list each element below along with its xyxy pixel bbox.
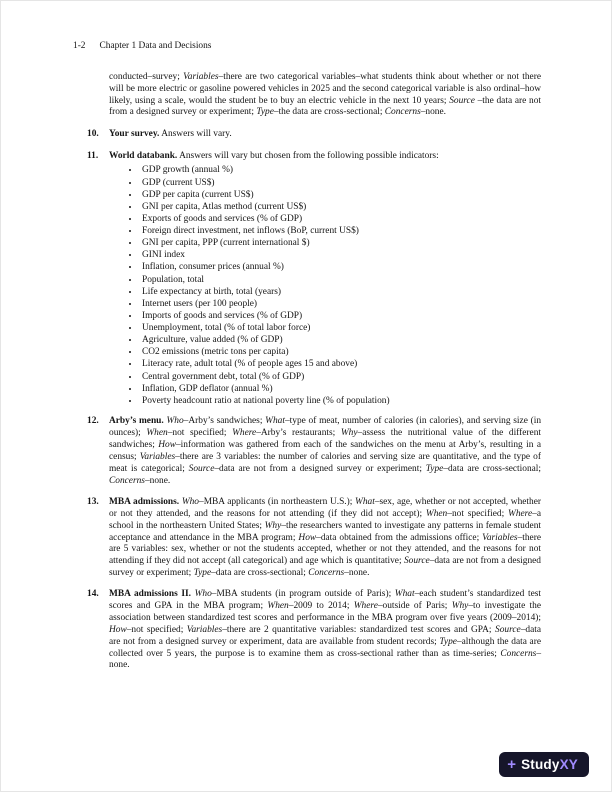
- text-run: conducted–survey;: [109, 71, 184, 82]
- term-italic: Variables: [183, 71, 219, 82]
- page-content: [73, 41, 541, 682]
- item-title: MBA admissions.: [109, 496, 180, 507]
- text-run: –the data are cross-sectional;: [273, 107, 385, 118]
- text-run: –not specified;: [167, 428, 233, 439]
- term-italic: Concerns: [308, 568, 345, 579]
- text-run: –to investigate the association between standardized test scores and performance in the MBA program over five years (2009–2014);: [109, 601, 542, 624]
- text-run: –none.: [344, 568, 370, 579]
- item-body: [109, 151, 541, 407]
- term-italic: Who: [181, 496, 199, 507]
- text-run: –the data are not from a designed survey or experiment;: [109, 95, 541, 118]
- text-run: Answers will vary.: [161, 129, 232, 140]
- term-italic: Why: [340, 428, 358, 439]
- term-italic: What: [394, 589, 415, 600]
- studyxy-watermark-badge: [499, 752, 589, 777]
- term-italic: Who: [194, 589, 212, 600]
- list-item-12: [73, 416, 541, 487]
- text-run: –data obtained from the admissions office;: [316, 532, 483, 543]
- bullet-item: • GINI index: [140, 249, 541, 261]
- bullet-item: • Imports of goods and services (% of GDP): [140, 310, 541, 322]
- bullet-item: • Poverty headcount ratio at national poverty line (% of population): [140, 395, 541, 407]
- text-run: –not specified;: [126, 624, 187, 635]
- term-italic: Variables: [186, 624, 223, 635]
- term-italic: Source: [495, 624, 521, 635]
- bullet-item: • Foreign direct investment, net inflows (BoP, current US$): [140, 225, 541, 237]
- brand-text-study: Study: [521, 756, 560, 772]
- text-run: –none.: [420, 107, 446, 118]
- term-italic: Concerns: [384, 107, 421, 118]
- text-run: –none.: [144, 475, 171, 486]
- brand-text: [521, 758, 578, 772]
- list-item-13: [73, 497, 541, 580]
- bullet-item: • Inflation, consumer prices (annual %): [140, 261, 541, 273]
- text-run: –a school in the northeastern United States;: [109, 508, 541, 531]
- text-run: –outside of Paris;: [377, 601, 452, 612]
- text-run: –data are cross-sectional;: [211, 568, 309, 579]
- term-italic: Type: [439, 636, 457, 647]
- term-italic: Variables: [482, 532, 518, 543]
- running-header: [73, 41, 541, 53]
- text-run: –each student’s standardized test scores and GPA in the MBA program;: [109, 589, 541, 612]
- term-italic: Where: [353, 601, 378, 612]
- term-italic: What: [355, 496, 375, 507]
- term-italic: When: [425, 508, 448, 519]
- bullet-item: • Exports of goods and services (% of GDP): [140, 213, 541, 225]
- numbered-list: [73, 129, 541, 672]
- term-italic: Type: [425, 463, 444, 474]
- bullet-item: • Inflation, GDP deflator (annual %): [140, 383, 541, 395]
- term-italic: How: [298, 532, 317, 543]
- text-run: –data are not from a designed survey or experiment, data are available from student records;: [109, 624, 541, 647]
- item-number: 11.: [87, 150, 99, 161]
- page-number: 1-2: [73, 41, 86, 51]
- text-run: –there are two categorical variables–what students think about whether or not there will be more electric or gasoline powered vehicles in 2025 and the second categorical variable is also ordinal–how likely, using a scale, would the student be to buy an electric vehicle in the next 10 years;: [109, 71, 541, 106]
- term-italic: Type: [256, 107, 274, 118]
- term-italic: Source: [449, 95, 475, 106]
- text-run: –although the data are collected over 5 years, the purpose is to examine them as cross-sectional rather than as time-series;: [109, 636, 541, 659]
- text-run: –there are 3 variables: the number of calories and serving size are quantitative, and the type of meat is categorical;: [109, 451, 541, 474]
- item-title: Your survey.: [109, 129, 160, 140]
- text-run: –sex, age, whether or not accepted, whether or not they attended, and the reasons for not attending (if they did not accept);: [109, 496, 541, 519]
- term-italic: When: [146, 428, 168, 439]
- intro-paragraph: [109, 72, 541, 119]
- text-run: –assess the nutritional value of the different sandwiches;: [109, 428, 541, 451]
- bullet-item: • Unemployment, total (% of total labor force): [140, 322, 541, 334]
- plus-icon: +: [507, 756, 517, 773]
- text-run: –there are 5 variables: sex, whether or not the students accepted, whether or not they attended, and the reasons for not attending if they did not accept (all categorical) and age which is quantitative;: [109, 532, 542, 567]
- text-run: –data are not from a designed survey or experiment;: [109, 556, 541, 579]
- bullet-item: • CO2 emissions (metric tons per capita): [140, 346, 541, 358]
- item-body: [109, 129, 541, 141]
- bullet-item: • Population, total: [140, 274, 541, 286]
- item-number: 12.: [87, 416, 99, 427]
- text-run: –there are 2 quantitative variables: standardized test scores and GPA;: [222, 624, 495, 635]
- term-italic: How: [158, 440, 176, 451]
- list-item-14: [73, 589, 541, 672]
- text-run: –the researchers wanted to investigate any patterns in female student acceptance and attendance in the MBA program;: [109, 520, 541, 543]
- text-run: –data are cross-sectional;: [443, 463, 542, 474]
- list-item-11: [73, 151, 541, 407]
- term-italic: Why: [264, 520, 282, 531]
- bullet-item: • GNI per capita, Atlas method (current US$): [140, 201, 541, 213]
- bullet-item: • GDP (current US$): [140, 177, 541, 189]
- text-run: –Arby’s sandwiches;: [183, 416, 266, 427]
- bullet-item: • GNI per capita, PPP (current international $): [140, 237, 541, 249]
- term-italic: Why: [451, 601, 469, 612]
- text-run: –none.: [109, 648, 541, 671]
- term-italic: How: [109, 624, 127, 635]
- text-run: –data are not from a designed survey or experiment;: [214, 463, 426, 474]
- item-title: MBA admissions II.: [109, 589, 191, 600]
- term-italic: Where: [508, 508, 533, 519]
- term-italic: Concerns: [500, 648, 537, 659]
- brand-text-xy: XY: [559, 756, 578, 772]
- text-run: –MBA applicants (in northeastern U.S.);: [199, 496, 356, 507]
- item-body: [109, 589, 541, 672]
- chapter-title: Chapter 1 Data and Decisions: [99, 41, 212, 51]
- item-body: [109, 416, 541, 487]
- list-item-10: [73, 129, 541, 141]
- term-italic: Variables: [139, 451, 176, 462]
- item-body: [109, 497, 541, 580]
- term-italic: Source: [188, 463, 215, 474]
- item-number: 14.: [87, 589, 99, 600]
- bullet-item: • Agriculture, value added (% of GDP): [140, 334, 541, 346]
- text-run: –information was gathered from each of the sandwiches on the menu at Arby’s, resulting in a census;: [109, 440, 541, 462]
- text-run: –2009 to 2014;: [288, 601, 354, 612]
- item-number: 13.: [87, 496, 99, 507]
- bullet-item: • Internet users (per 100 people): [140, 298, 541, 310]
- term-italic: Concerns: [109, 475, 145, 486]
- item-title: World databank.: [109, 150, 178, 161]
- term-italic: Where: [232, 428, 257, 439]
- term-italic: When: [267, 601, 289, 612]
- text-run: –not specified;: [447, 508, 509, 519]
- text-run: –type of meat, number of calories (in calories), and serving size (in ounces);: [109, 416, 542, 439]
- term-italic: Type: [193, 568, 212, 579]
- bullet-item: • Central government debt, total (% of GDP): [140, 371, 541, 383]
- bullet-item: • GDP growth (annual %): [140, 164, 541, 176]
- bullet-item: • GDP per capita (current US$): [140, 189, 541, 201]
- indicator-bullet-list: [109, 164, 541, 407]
- item-number: 10.: [87, 129, 99, 140]
- text-run: –MBA students (in program outside of Paris);: [211, 589, 395, 600]
- term-italic: What: [265, 416, 285, 427]
- term-italic: Source: [403, 556, 430, 567]
- text-run: Answers will vary but chosen from the following possible indicators:: [179, 150, 439, 161]
- bullet-item: • Literacy rate, adult total (% of people ages 15 and above): [140, 358, 541, 370]
- term-italic: Who: [166, 416, 184, 427]
- item-title: Arby’s menu.: [109, 416, 164, 427]
- text-run: –Arby’s restaurants;: [256, 428, 341, 439]
- bullet-item: • Life expectancy at birth, total (years): [140, 286, 541, 298]
